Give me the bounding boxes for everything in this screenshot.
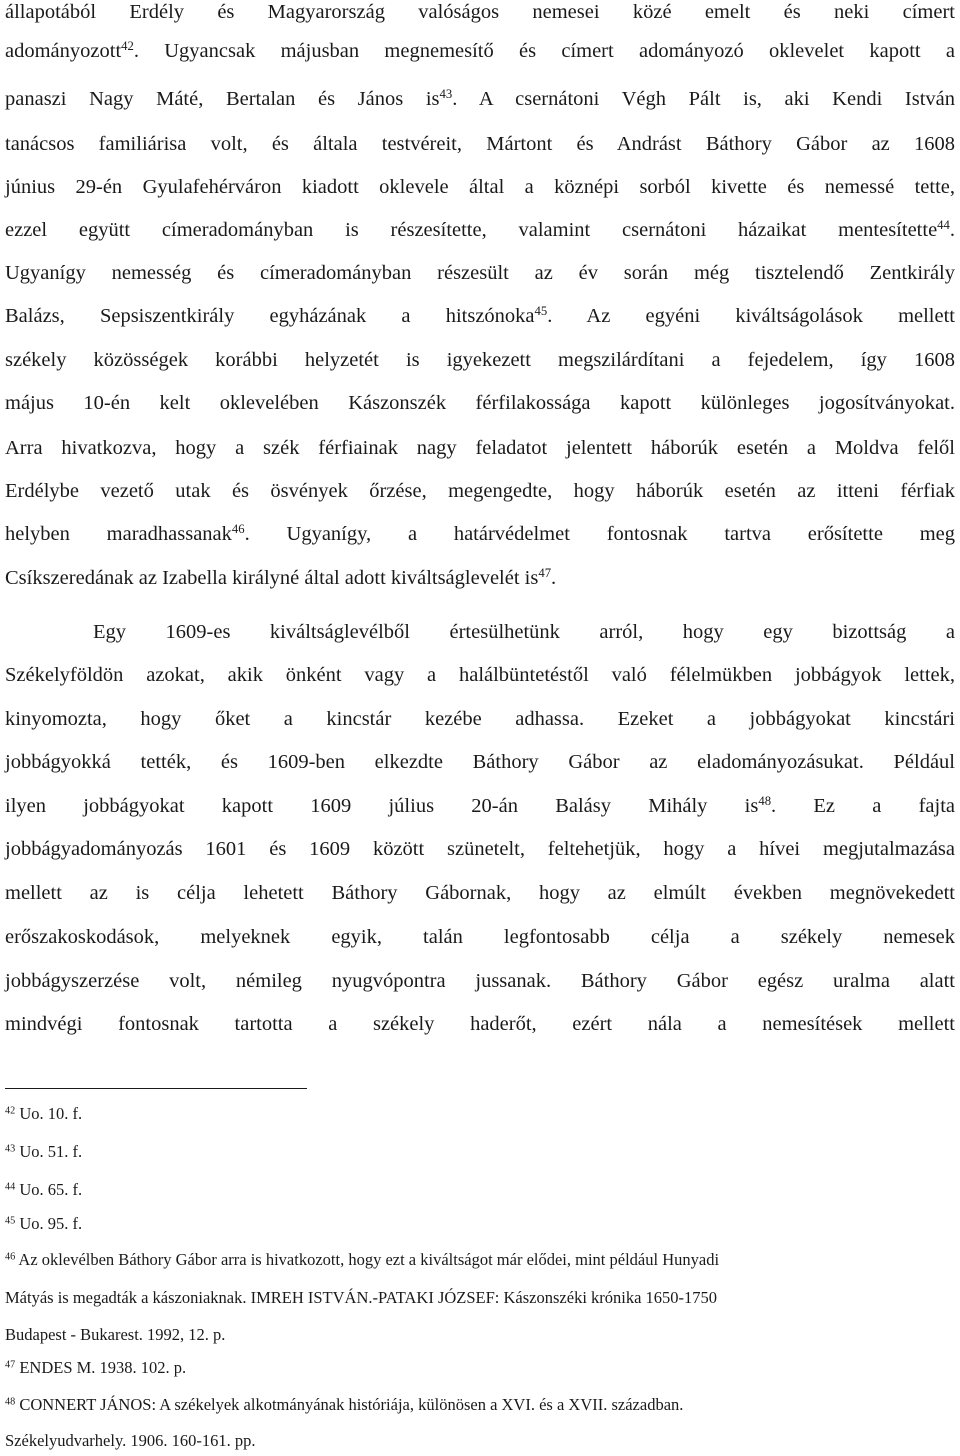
footnote-line: $^{46}$ Az oklevélben Báthory Gábor arra is hivatkozott, hogy ezt a kiváltságot már elődei, mint például Hunyadi (5, 1250, 720, 1269)
text-line: Csíkszeredának az Izabella királyné által adott kiváltságlevelét $is^{47}$. (5, 566, 557, 589)
footnote-45: $^{45}$ Uo. 95. f. (5, 1214, 83, 1233)
footnote-marker: 44 (937, 218, 950, 233)
footnote-47: $^{47}$ ENDES M. 1938. 102. p. (5, 1358, 187, 1377)
footnote-marker: 43 (5, 1143, 16, 1155)
text-line: Arra hivatkozva, hogy a szék férfiainak nagy feladatot jelentett háborúk esetén a Moldva felől (5, 437, 955, 459)
footnote-marker: 48 (758, 794, 772, 809)
text-line: Erdélybe vezető utak és ösvények őrzése, megengedte, hogy háborúk esetén az itteni férfiak (5, 480, 955, 502)
text-line: június 29-én Gyulafehérváron kiadott oklevele által a köznépi sorból kivette és nemessé tette, (5, 176, 955, 198)
text-line: jobbágyadományozás 1601 és 1609 között szünetelt, feltehetjük, hogy a hívei megjutalmazása (5, 838, 955, 860)
text-line: erőszakoskodások, melyeknek egyik, talán legfontosabb célja a székely nemesek (5, 926, 955, 948)
footnote-43: $^{43}$ Uo. 51. f. (5, 1142, 83, 1161)
text-line: ilyen jobbágyokat kapott 1609 július 20-án Balásy Mihály $is^{48}$. Ez a fajta (5, 794, 955, 817)
text-line: adományozott$^{42}$. Ugyancsak májusban megnemesítő és címert adományozó oklevelet kapott a (5, 39, 955, 62)
text-line: állapotából Erdély és Magyarország valóságos nemesei közé emelt és neki címert (5, 1, 955, 23)
text-line: jobbágyokká tették, és 1609-ben elkezdte Báthory Gábor az eladományozásukat. Például (5, 751, 955, 773)
footnote-separator (5, 1088, 307, 1089)
footnote-marker: 48 (5, 1396, 16, 1408)
footnote-44: $^{44}$ Uo. 65. f. (5, 1180, 83, 1199)
footnote-marker: 42 (121, 39, 134, 54)
footnote-marker: 45 (534, 304, 548, 319)
text-line: kinyomozta, hogy őket a kincstár kezébe adhassa. Ezeket a jobbágyokat kincstári (5, 708, 955, 730)
text-line: helyben maradhassanak$^{46}$. Ugyanígy, a határvédelmet fontosnak tartva erősítette meg (5, 522, 955, 545)
footnote-marker: 43 (439, 87, 453, 102)
text-line: május 10-én kelt oklevelében Kászonszék férfilakossága kapott különleges jogosítványokat. (5, 392, 955, 414)
text-line: Balázs, Sepsiszentkirály egyházának a hitszónoka$^{45}$. Az egyéni kiváltságolások mellett (5, 304, 955, 327)
text-line: ezzel együtt címeradományban is részesítette, valamint csernátoni házaikat mentesítette$^{44}$. (5, 218, 955, 241)
footnote-marker: 42 (5, 1105, 16, 1117)
text-line: mindvégi fontosnak tartotta a székely haderőt, ezért nála a nemesítések mellett (5, 1013, 955, 1035)
text-line: jobbágyszerzése volt, némileg nyugvópontra jussanak. Báthory Gábor egész uralma alatt (5, 970, 955, 992)
footnote-marker: 46 (231, 522, 245, 537)
footnote-line: Budapest - Bukarest. 1992, 12. p. (5, 1325, 226, 1344)
text-line: tanácsos familiárisa volt, és általa testvéreit, Mártont és Andrást Báthory Gábor az 1608 (5, 133, 955, 155)
footnote-marker: 45 (5, 1215, 16, 1227)
text-line: székely közösségek korábbi helyzetét is igyekezett megszilárdítani a fejedelem, így 1608 (5, 349, 955, 371)
footnote-marker: 44 (5, 1181, 16, 1193)
text-line: Ugyanígy nemesség és címeradományban részesült az év során még tisztelendő Zentkirály (5, 262, 955, 284)
footnote-line: $^{48}$ CONNERT JÁNOS: A székelyek alkotmányának históriája, különösen a XVI. és a XVII. században. (5, 1395, 684, 1414)
footnote-marker: 47 (538, 566, 552, 581)
footnote-line: Székelyudvarhely. 1906. 160-161. pp. (5, 1431, 256, 1450)
text-line: Székelyföldön azokat, akik önként vagy a halálbüntetéstől való félelmükben jobbágyok lettek, (5, 664, 955, 686)
footnote-line: Mátyás is megadták a kászoniaknak. IMREH ISTVÁN.-PATAKI JÓZSEF: Kászonszéki krónika 1650-1750 (5, 1288, 718, 1307)
footnote-42: $^{42}$ Uo. 10. f. (5, 1104, 83, 1123)
text-line: Egy 1609-es kiváltságlevélből értesülhetünk arról, hogy egy bizottság a (93, 621, 955, 643)
text-line: panaszi Nagy Máté, Bertalan és János $is^{43}$. A csernátoni Végh Pált is, aki Kendi István (5, 87, 955, 110)
footnote-marker: 47 (5, 1359, 16, 1371)
text-line: mellett az is célja lehetett Báthory Gábornak, hogy az elmúlt években megnövekedett (5, 882, 955, 904)
footnote-marker: 46 (5, 1251, 16, 1263)
